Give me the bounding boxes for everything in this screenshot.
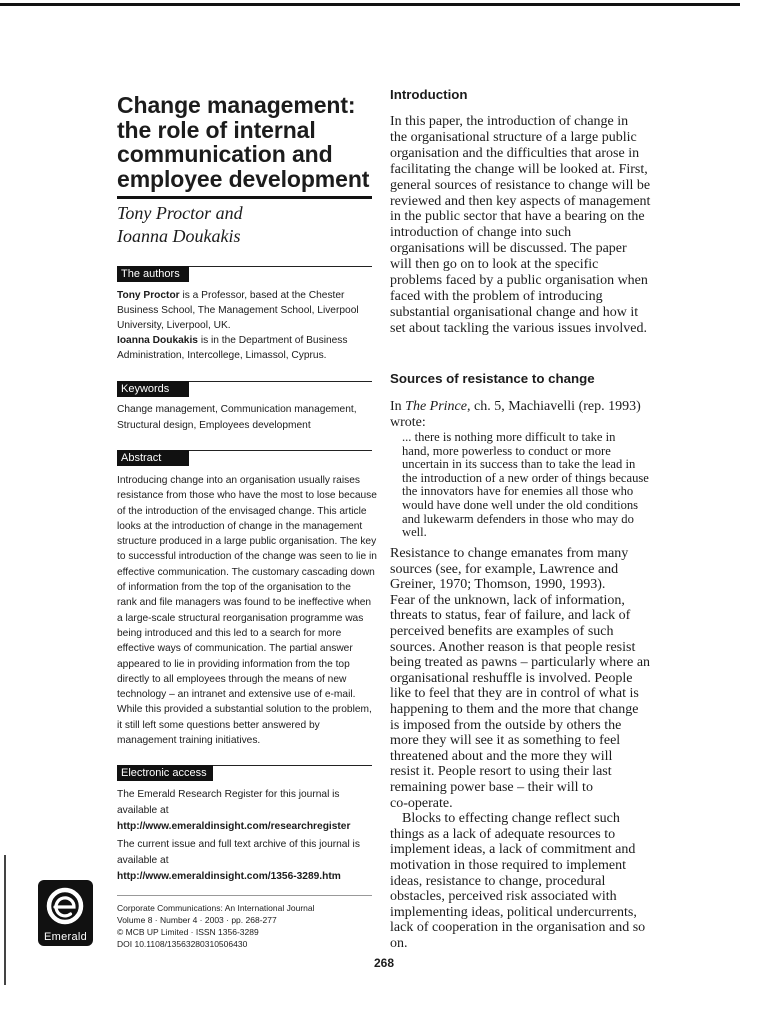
abstract-line: to successful introduction of the change was seen to lie in — [117, 551, 377, 563]
quote-line: would have done well under the old conditions — [402, 497, 639, 512]
body-line: reviewed and then key aspects of management — [390, 193, 651, 209]
keywords-section-label: Keywords — [117, 381, 189, 397]
abstract-section-label: Abstract — [117, 450, 189, 466]
research-register-url: http://www.emeraldinsight.com/researchregister — [117, 821, 351, 832]
body-line: threatened about and the more they will — [390, 748, 613, 764]
body-line: being treated as pawns – particularly where an — [390, 655, 651, 671]
body-line: wrote: — [390, 414, 426, 430]
abstract-line: management training initiatives. — [117, 735, 261, 747]
quote-line: uncertain in its success than to take the lead in — [402, 457, 636, 472]
quote-line: ... there is nothing more difficult to take in — [402, 430, 616, 444]
body-line: is imposed from the outside by others the — [390, 717, 622, 733]
body-line: sources. Another reason is that people resist — [390, 639, 636, 655]
abstract-line: it still left some questions better answered by — [117, 719, 320, 731]
body-line: perceived benefits are examples of such — [390, 623, 614, 639]
abstract-line: being introduced and this led to a search for more — [117, 627, 342, 639]
citation-line: © MCB UP Limited · ISSN 1356-3289 — [117, 927, 259, 937]
quote-line: the introduction of a new order of things because — [402, 470, 649, 485]
body-line: more they will see it as something to feel — [390, 733, 621, 749]
abstract-line: appeared to lie in providing information from the top — [117, 658, 350, 670]
authors-section-label: The authors — [117, 266, 189, 282]
access-text — [117, 787, 350, 819]
top-border-rule — [0, 3, 740, 6]
abstract-line: technology – an intranet and extensive use of e-mail. — [117, 689, 356, 701]
body-line: motivation in those required to implement — [390, 857, 627, 873]
title-rule — [117, 196, 372, 199]
author-bio-line — [117, 288, 359, 303]
body-line: ideas, resistance to change, procedural — [390, 873, 606, 889]
abstract-line: looks at the introduction of change in the management — [117, 520, 363, 532]
body-line: implement ideas, a lack of commitment and — [390, 842, 636, 858]
authors-info — [117, 288, 359, 363]
keywords-line: Change management, Communication management, — [117, 404, 357, 415]
author-bio-line: Business School, The Management School, Liverpool — [117, 305, 359, 316]
author-bio-text: is in the Department of Business — [200, 335, 348, 346]
body-line: Blocks to effecting change reflect such — [402, 811, 620, 827]
abstract-line: of the introduction of the envisaged change. This article — [117, 505, 367, 517]
body-line: resist it. People resort to using their last — [390, 764, 612, 780]
abstract-line: effective ways of communication. The partial answer — [117, 643, 353, 655]
author-bio-line: Administration, Intercollege, Limassol, Cyprus. — [117, 350, 327, 361]
body-line: Greiner, 1970; Thomson, 1990, 1993). — [390, 577, 606, 593]
full-text-archive-note — [117, 837, 360, 885]
body-line: obstacles, perceived risk associated with — [390, 889, 617, 905]
quote-lead-in — [390, 399, 641, 430]
citation-line: Corporate Communications: An International Journal — [117, 903, 315, 913]
body-line: set about tackling the various issues involved. — [390, 320, 648, 336]
electronic-access-section-label: Electronic access — [117, 765, 213, 781]
page-number: 268 — [373, 956, 395, 970]
abstract-line: resistance from those who have the most to lose because — [117, 490, 377, 502]
introduction-paragraph — [390, 114, 650, 337]
quote-line: and lukewarm defenders in those who may do — [402, 511, 634, 526]
abstract-line: effective communication. The customary cascading down — [117, 566, 375, 578]
body-line: facilitating the change will be looked at. First, — [390, 161, 648, 177]
body-line: the organisational structure of a large public — [390, 129, 637, 145]
introduction-heading: Introduction — [390, 87, 468, 102]
emerald-logo-icon — [38, 880, 93, 946]
citation-rule — [117, 895, 372, 896]
body-line: organisation and the difficulties that arose in — [390, 145, 640, 161]
quote-line: well. — [402, 525, 427, 540]
title-line: employee development — [117, 165, 370, 192]
author-bio-line — [117, 333, 359, 348]
abstract-line: a large-scale structural reorganisation programme was — [117, 612, 364, 624]
keywords-line: Structural design, Employees development — [117, 419, 311, 431]
logo-wordmark: Emerald — [43, 931, 88, 943]
access-text — [117, 837, 360, 869]
body-line: In this paper, the introduction of change in — [390, 114, 629, 129]
resistance-paragraph — [390, 546, 650, 811]
body-line: Fear of the unknown, lack of information, — [390, 592, 625, 608]
research-register-note — [117, 787, 350, 835]
body-line: implementing ideas, political undercurrents, — [390, 904, 637, 920]
body-line: co-operate. — [390, 795, 453, 811]
body-line: general sources of resistance to change will be — [390, 177, 651, 193]
quote-line: the innovators have for enemies all those who — [402, 484, 634, 499]
abstract-line: Introducing change into an organisation usually raises — [117, 475, 360, 486]
title-line: communication and — [117, 141, 333, 167]
author-name-line: Tony Proctor and — [117, 203, 243, 223]
access-line: available at — [117, 855, 169, 866]
author-bio-continuation — [117, 303, 359, 333]
body-line: threats to status, fear of failure, and lack of — [390, 608, 631, 624]
access-line: available at — [117, 805, 169, 816]
quote-line: hand, more powerless to conduct or more — [402, 443, 611, 458]
lead-text: In — [390, 399, 402, 414]
access-line: The Emerald Research Register for this journal is — [117, 789, 340, 800]
body-line: like to feel that they are in control of what is — [390, 686, 639, 702]
journal-citation — [117, 902, 315, 950]
journal-archive-url: http://www.emeraldinsight.com/1356-3289.htm — [117, 871, 341, 882]
body-line: organisational reshuffle is involved. People — [390, 670, 633, 686]
body-line: introduction of change into such — [390, 225, 572, 241]
citation-line: DOI 10.1108/13563280310506430 — [117, 939, 248, 949]
body-line: happening to them and the more that change — [390, 701, 639, 717]
body-line: will then go on to look at the specific — [390, 257, 599, 273]
body-line: Resistance to change emanates from many — [390, 546, 629, 561]
keywords-list — [117, 402, 357, 433]
body-line: substantial organisational change and how it — [390, 304, 639, 320]
article-title — [117, 93, 369, 191]
author-byline — [117, 202, 243, 248]
body-line — [390, 399, 641, 415]
author-bio-text: is a Professor, based at the Chester — [182, 290, 345, 301]
author-name: Ioanna Doukakis — [117, 335, 198, 346]
access-line: The current issue and full text archive of this journal is — [117, 839, 360, 850]
blocks-paragraph — [390, 811, 645, 951]
machiavelli-quote — [402, 431, 649, 540]
author-name-line: Ioanna Doukakis — [117, 226, 241, 246]
title-line: the role of internal — [117, 116, 316, 143]
body-line: things as a lack of adequate resources to — [390, 826, 616, 842]
lead-citation: , ch. 5, Machiavelli (rep. 1993) — [467, 399, 641, 414]
body-line: lack of cooperation in the organisation and so — [390, 920, 646, 936]
body-line: problems faced by a public organisation when — [390, 273, 648, 289]
abstract-line: directly to all employees through the means of new — [117, 673, 347, 685]
body-line: in the public sector that have a bearing on the — [390, 209, 645, 225]
abstract-line: rank and file managers was found to be ineffective when — [117, 597, 372, 609]
abstract-line: While this provided a substantial solution to the problem, — [117, 704, 372, 716]
abstract-line: of information from the top of the organisation to the — [117, 582, 351, 594]
author-name: Tony Proctor — [117, 290, 180, 301]
cited-work-title: The Prince — [405, 399, 467, 414]
citation-line: Volume 8 · Number 4 · 2003 · pp. 268-277 — [117, 915, 277, 925]
author-bio-line: University, Liverpool, UK. — [117, 320, 231, 331]
abstract-line: structure produced in a large public organisation. The key — [117, 536, 377, 548]
abstract-body — [117, 473, 377, 748]
body-line: sources (see, for example, Lawrence and — [390, 561, 619, 577]
body-line: organisations will be discussed. The paper — [390, 241, 627, 257]
author-bio-continuation — [117, 348, 359, 363]
body-line: faced with the problem of introducing — [390, 288, 603, 304]
body-line: remaining power base – their will to — [390, 779, 593, 795]
body-line: on. — [390, 935, 408, 951]
sources-heading: Sources of resistance to change — [390, 371, 595, 386]
title-line: Change management: — [117, 92, 356, 118]
